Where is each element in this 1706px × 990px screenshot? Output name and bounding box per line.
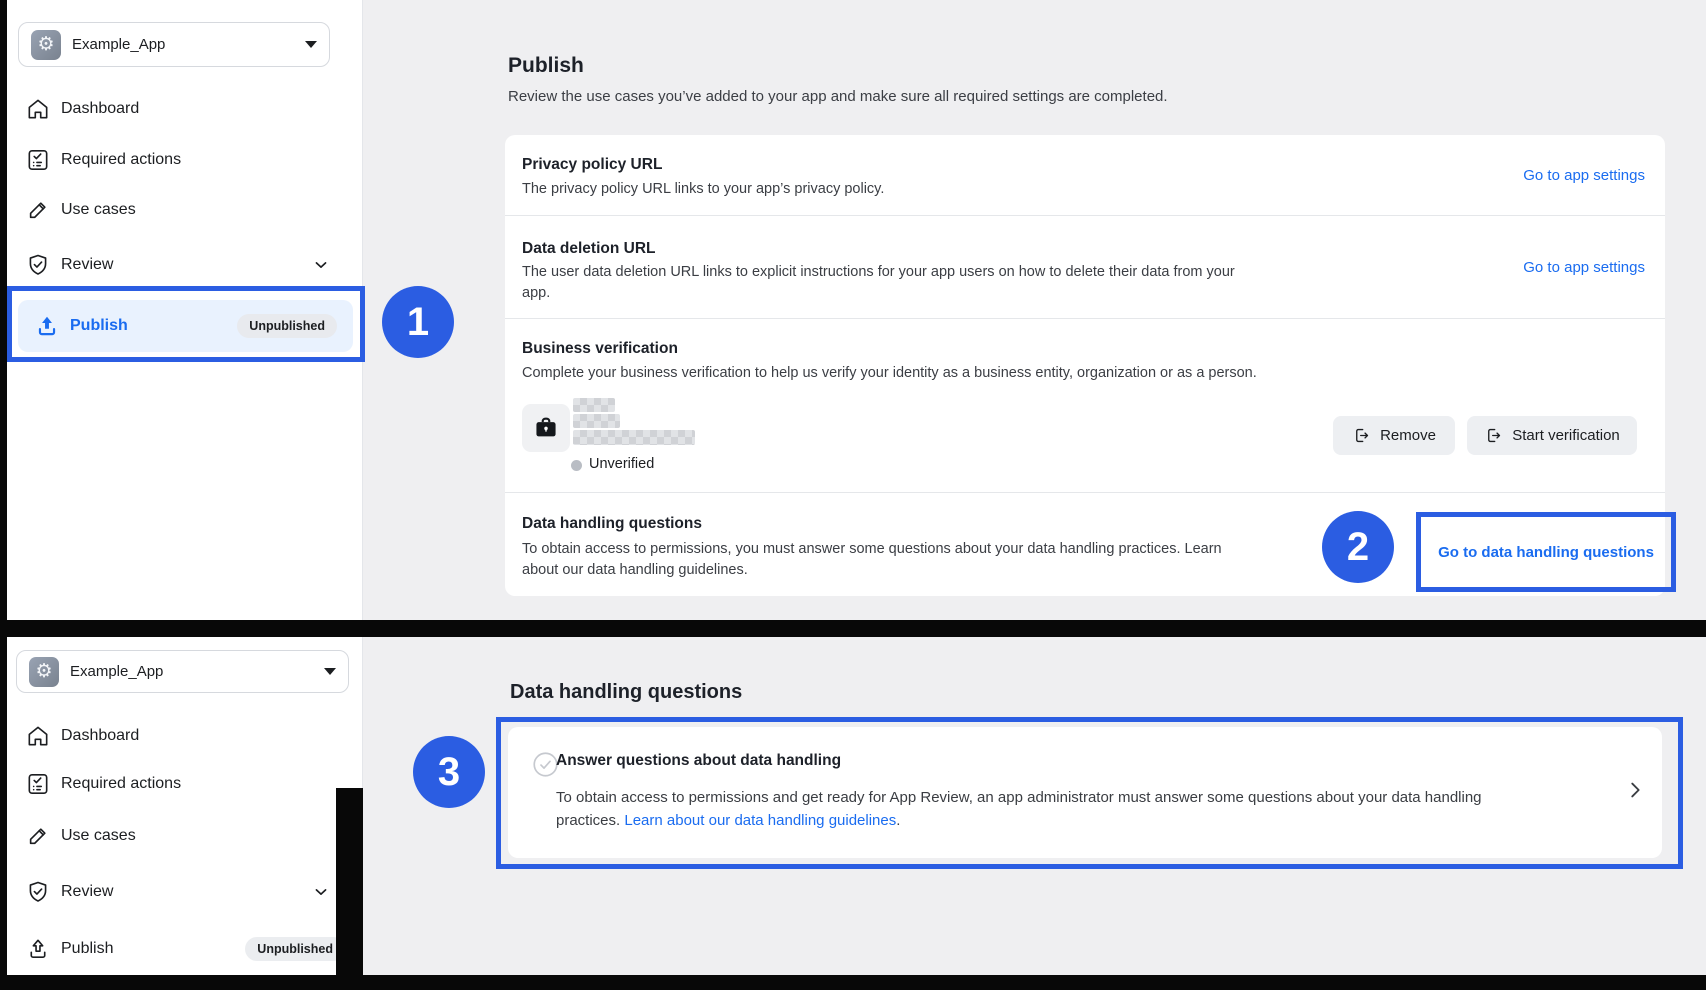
shield-check-icon bbox=[25, 252, 51, 278]
chevron-down-icon[interactable] bbox=[311, 882, 331, 902]
page-subtitle: Review the use cases you’ve added to your app and make sure all required settings are completed. bbox=[508, 88, 1168, 105]
go-to-app-settings-link-2[interactable]: Go to app settings bbox=[1523, 259, 1645, 276]
sidebar-item-dashboard[interactable] bbox=[25, 718, 345, 754]
card-desc-line1: To obtain access to permissions and get ready for App Review, an app administrator must answer some questions about your data handling bbox=[556, 789, 1482, 806]
circle-check-icon bbox=[532, 751, 559, 778]
row-title-privacy-policy: Privacy policy URL bbox=[522, 156, 663, 173]
business-avatar bbox=[522, 404, 570, 452]
go-to-data-handling-questions-link[interactable]: Go to data handling questions bbox=[1438, 543, 1654, 561]
sidebar-item-label: Required actions bbox=[61, 151, 182, 168]
sidebar-item-label: Publish bbox=[61, 940, 114, 957]
app-sidebar bbox=[7, 637, 363, 975]
data-handling-guidelines-link[interactable]: Learn about our data handling guidelines bbox=[624, 812, 897, 829]
gear-icon: ⚙ bbox=[31, 30, 61, 60]
app-selector[interactable] bbox=[16, 650, 349, 693]
sidebar-item-label: Publish bbox=[70, 317, 128, 334]
row-desc-data-handling-line1: To obtain access to permissions, you must answer some questions about your data handling practices. Learn bbox=[522, 541, 1222, 557]
task-list-icon bbox=[25, 147, 51, 173]
app-name: Example_App bbox=[70, 663, 164, 680]
sidebar-item-review[interactable] bbox=[25, 874, 345, 910]
sidebar-item-use-cases[interactable] bbox=[25, 818, 345, 854]
sidebar-item-use-cases[interactable] bbox=[25, 192, 345, 228]
redacted-business-text bbox=[573, 414, 620, 428]
row-title-data-deletion: Data deletion URL bbox=[522, 240, 656, 257]
card-divider bbox=[505, 318, 1665, 319]
annotation-step-2-badge: 2 bbox=[1322, 511, 1394, 583]
go-to-app-settings-link-1[interactable]: Go to app settings bbox=[1523, 167, 1645, 184]
redacted-business-text bbox=[573, 398, 615, 412]
sidebar-item-publish-selected[interactable] bbox=[18, 300, 353, 352]
row-title-business-verification: Business verification bbox=[522, 340, 678, 357]
sidebar-item-label: Dashboard bbox=[61, 100, 140, 117]
redacted-business-text bbox=[573, 430, 695, 445]
page-title: Publish bbox=[508, 54, 584, 77]
row-desc-data-handling-line2: about our data handling guidelines. bbox=[522, 562, 748, 578]
app-name: Example_App bbox=[72, 36, 166, 53]
sidebar-item-label: Use cases bbox=[61, 827, 136, 844]
black-crop-bar bbox=[336, 788, 363, 990]
pencil-icon bbox=[25, 823, 51, 849]
shield-check-icon bbox=[25, 879, 51, 905]
status-dot-icon bbox=[571, 460, 582, 471]
row-title-data-handling: Data handling questions bbox=[522, 515, 702, 532]
caret-down-icon bbox=[324, 668, 336, 675]
task-list-icon bbox=[25, 771, 51, 797]
answer-questions-card[interactable] bbox=[508, 727, 1662, 858]
sidebar-item-dashboard[interactable] bbox=[25, 91, 345, 127]
sidebar-item-label: Review bbox=[61, 883, 114, 900]
annotation-step-1-badge: 1 bbox=[382, 286, 454, 358]
app-sidebar bbox=[7, 0, 363, 620]
app-selector[interactable] bbox=[18, 22, 330, 67]
row-desc-business-verification: Complete your business verification to help us verify your identity as a business entity, organization or as a person. bbox=[522, 365, 1257, 381]
caret-down-icon bbox=[305, 41, 317, 48]
pencil-icon bbox=[25, 197, 51, 223]
chevron-down-icon[interactable] bbox=[311, 255, 331, 275]
sidebar-item-publish[interactable] bbox=[25, 931, 345, 967]
unpublished-badge: Unpublished bbox=[245, 937, 345, 961]
briefcase-icon bbox=[532, 414, 560, 442]
button-label: Start verification bbox=[1512, 427, 1620, 444]
verification-status: Unverified bbox=[589, 456, 655, 472]
row-desc-privacy-policy: The privacy policy URL links to your app’s privacy policy. bbox=[522, 181, 885, 197]
sidebar-item-review[interactable] bbox=[25, 247, 345, 283]
box-arrow-right-icon bbox=[1352, 426, 1371, 445]
home-icon bbox=[25, 723, 51, 749]
row-desc-data-deletion-line1: The user data deletion URL links to explicit instructions for your app users on how to delete their data from your bbox=[522, 264, 1235, 280]
upload-arrow-icon bbox=[34, 313, 60, 339]
page-title: Data handling questions bbox=[510, 681, 743, 703]
start-verification-button[interactable] bbox=[1467, 416, 1637, 455]
card-divider bbox=[505, 215, 1665, 216]
remove-button[interactable] bbox=[1333, 416, 1455, 455]
gear-icon: ⚙ bbox=[29, 657, 59, 687]
screenshot-panel-top bbox=[7, 0, 1706, 620]
screenshot-panel-bottom bbox=[7, 637, 1706, 975]
sidebar-item-required-actions[interactable] bbox=[25, 142, 345, 178]
box-arrow-right-icon bbox=[1484, 426, 1503, 445]
button-label: Remove bbox=[1380, 427, 1436, 444]
upload-arrow-icon bbox=[25, 936, 51, 962]
card-divider bbox=[505, 492, 1665, 493]
card-desc-line2 bbox=[556, 810, 900, 832]
publish-settings-card bbox=[505, 135, 1665, 596]
sidebar-item-label: Dashboard bbox=[61, 727, 140, 744]
home-icon bbox=[25, 96, 51, 122]
sidebar-item-required-actions[interactable] bbox=[25, 766, 345, 802]
sidebar-item-label: Required actions bbox=[61, 775, 182, 792]
card-title: Answer questions about data handling bbox=[556, 752, 842, 769]
unpublished-badge: Unpublished bbox=[237, 314, 337, 338]
chevron-right-icon[interactable] bbox=[1624, 779, 1646, 801]
sidebar-item-label: Review bbox=[61, 256, 114, 273]
sidebar-item-label: Use cases bbox=[61, 201, 136, 218]
row-desc-data-deletion-line2: app. bbox=[522, 285, 551, 301]
annotation-step-3-badge: 3 bbox=[413, 736, 485, 808]
card-desc-suffix: . bbox=[896, 812, 901, 829]
card-desc-prefix: practices. bbox=[556, 812, 625, 829]
